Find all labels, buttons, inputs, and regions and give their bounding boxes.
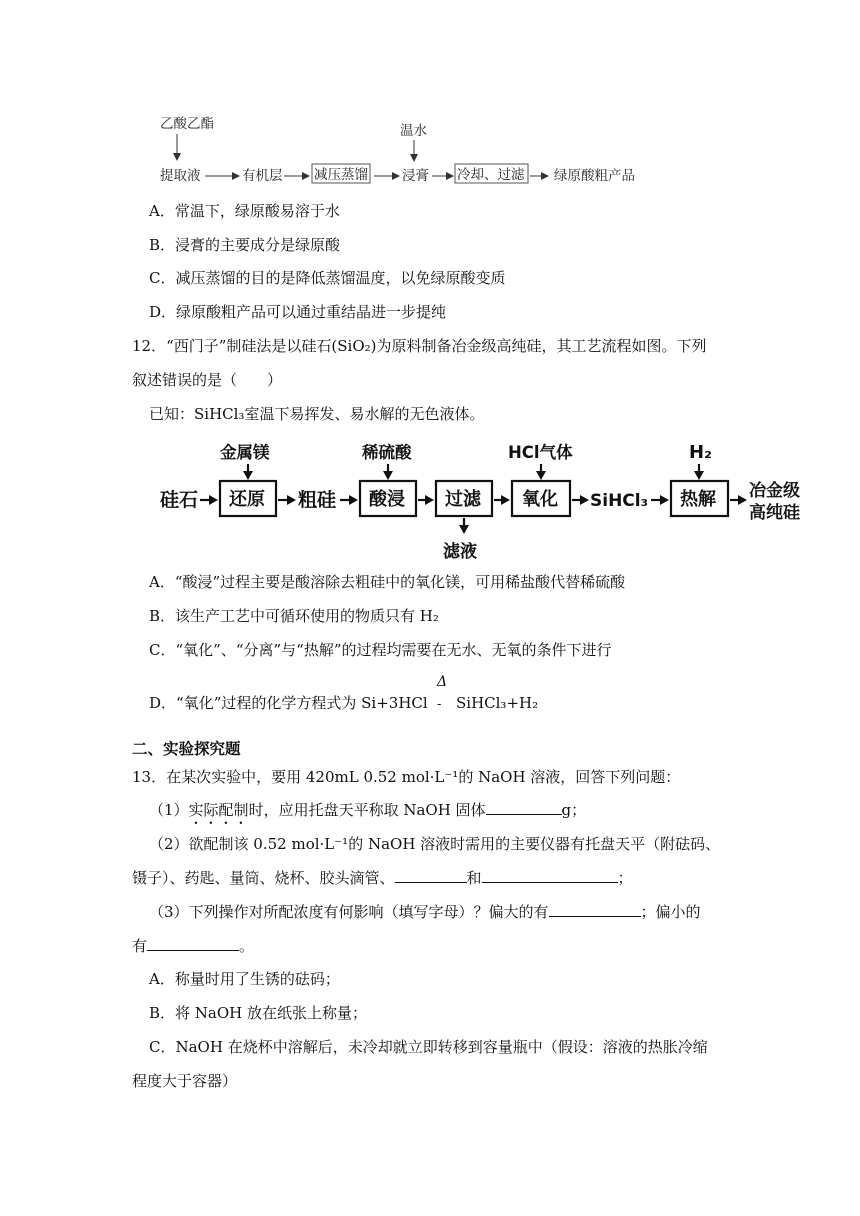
- flow-step-extractum: 浸膏: [402, 168, 429, 184]
- unit-text: g；: [561, 801, 587, 819]
- part-text: （3）下列操作对所配浓度有何影响（填写字母）？偏大的有: [149, 903, 549, 921]
- option-text: 绿原酸粗产品可以通过重结晶进一步提纯: [176, 303, 447, 321]
- flow-box-oxidize: 氧化: [522, 489, 558, 510]
- q12-known: 已知：SiHCl₃室温下易挥发、易水解的无色液体。: [149, 405, 485, 423]
- flow-end-high-purity-si: 高纯硅: [749, 503, 800, 523]
- flow-step-cool-filter: 冷却、过滤: [457, 167, 525, 183]
- q13-part2-line1: （2）欲配制该 0.52 mol·L⁻¹的 NaOH 溶液时需用的主要仪器有托盘天平（附砝码、: [149, 835, 721, 853]
- q11-option-d: [149, 302, 446, 322]
- option-text: 该生产工艺中可循环使用的物质只有 H₂: [175, 607, 439, 625]
- q13-stem: 13．在某次实验中，要用 420mL 0.52 mol·L⁻¹的 NaOH 溶液，回答下列问题：: [132, 768, 681, 786]
- option-text: 减压蒸馏的目的是降低蒸馏温度，以免绿原酸变质: [175, 269, 506, 287]
- q12-stem-line1: 12．“西门子”制硅法是以硅石(SiO₂)为原料制备冶金级高纯硅，其工艺流程如图。下列: [132, 337, 707, 355]
- reagent-warm-water: 温水: [400, 123, 427, 139]
- flow-box-reduce: 还原: [229, 489, 265, 510]
- conjunction-text: 和: [466, 869, 482, 887]
- extraction-flowchart: [0, 110, 860, 190]
- q13-option-c: [149, 1037, 708, 1057]
- reagent-magnesium: 金属镁: [220, 443, 270, 462]
- flow-crude-silicon: 粗硅: [298, 489, 337, 511]
- q13-option-a: [149, 969, 340, 989]
- q12-option-b: [149, 606, 439, 626]
- option-text: “氧化”、“分离”与“热解”的过程均需要在无水、无氧的条件下进行: [175, 641, 612, 659]
- flow-filtrate: 滤液: [443, 542, 477, 561]
- q13-part3-line2: [132, 936, 254, 956]
- part-text: 时，应用托盘天平称取 NaOH 固体: [248, 801, 486, 819]
- option-text: 称量时用了生锈的砝码；: [174, 970, 340, 988]
- reagent-ethyl-acetate: 乙酸乙酯: [160, 116, 214, 132]
- answer-blank-lower[interactable]: [147, 936, 239, 951]
- flow-box-pyrolysis: 热解: [680, 489, 716, 510]
- part-text: 有: [132, 937, 148, 955]
- q11-option-a: [149, 201, 340, 221]
- q12-stem-line2: 叙述错误的是（ ）: [132, 371, 283, 389]
- part-number: （1）: [149, 801, 189, 819]
- q11-option-c: [149, 268, 506, 288]
- reagent-dilute-h2so4: 稀硫酸: [362, 443, 412, 462]
- q13-part2-line2: [132, 868, 633, 888]
- option-letter: B．: [149, 236, 176, 254]
- reagent-hcl-gas: HCl气体: [508, 443, 573, 462]
- q12-option-d: [149, 693, 428, 713]
- q12-option-a: [149, 572, 625, 592]
- silicon-process-flowchart: [0, 436, 860, 561]
- option-text: 程度大于容器）: [132, 1072, 238, 1090]
- option-letter: A．: [149, 202, 175, 220]
- reagent-h2: H₂: [689, 442, 712, 463]
- part-text: ；偏小的: [640, 903, 701, 921]
- option-text: “酸浸”过程主要是酸溶除去粗硅中的氧化镁，可用稀盐酸代替稀硫酸: [174, 573, 626, 591]
- option-letter: B．: [149, 1004, 176, 1022]
- q13-option-c-cont: [132, 1071, 237, 1091]
- flow-step-organic-layer: 有机层: [242, 168, 283, 184]
- option-letter: D．: [149, 694, 177, 712]
- q13-part1: [149, 800, 586, 828]
- punctuation: 。: [239, 937, 255, 955]
- equation-sign: -: [437, 697, 442, 712]
- option-text: 将 NaOH 放在纸张上称量；: [175, 1004, 368, 1022]
- answer-blank-instrument-1[interactable]: [395, 868, 467, 883]
- flow-start-silica: 硅石: [160, 489, 199, 511]
- answer-blank-mass[interactable]: [486, 800, 562, 815]
- reaction-condition-delta: Δ: [437, 674, 448, 690]
- equation-right: SiHCl₃+H₂: [456, 694, 539, 712]
- option-letter: C．: [149, 269, 176, 287]
- option-letter: B．: [149, 607, 176, 625]
- flow-end-metallurgical: 冶金级: [749, 481, 800, 501]
- flow-step-crude-product: 绿原酸粗产品: [554, 168, 635, 184]
- section-title: 二、实验探究题: [132, 740, 241, 758]
- answer-blank-instrument-2[interactable]: [482, 868, 618, 883]
- q13-part3-line1: [149, 902, 701, 922]
- flow-step-vacuum-distill: 减压蒸馏: [314, 167, 368, 183]
- q13-option-b: [149, 1003, 367, 1023]
- option-text: 常温下，绿原酸易溶于水: [174, 202, 340, 220]
- option-text: NaOH 在烧杯中溶解后，未冷却就立即转移到容量瓶中（假设：溶液的热胀冷缩: [175, 1038, 708, 1056]
- option-letter: D．: [149, 303, 177, 321]
- equation-left: “氧化”过程的化学方程式为 Si+3HCl: [176, 694, 428, 712]
- flow-sihcl3: SiHCl₃: [590, 491, 649, 511]
- flow-step-extract: 提取液: [160, 168, 201, 184]
- flow-box-acid-leach: 酸浸: [369, 489, 405, 510]
- flow-box-filter: 过滤: [445, 489, 481, 510]
- q11-option-b: [149, 235, 340, 255]
- emphasized-text: 实际配制: [188, 801, 249, 819]
- option-letter: A．: [149, 970, 175, 988]
- option-letter: C．: [149, 1038, 176, 1056]
- answer-blank-higher[interactable]: [549, 902, 641, 917]
- option-letter: C．: [149, 641, 176, 659]
- punctuation: ；: [617, 869, 633, 887]
- q12-option-c: [149, 640, 612, 660]
- option-text: 浸膏的主要成分是绿原酸: [175, 236, 341, 254]
- option-letter: A．: [149, 573, 175, 591]
- part-text: 镊子）、药匙、量筒、烧杯、胶头滴管、: [132, 869, 395, 887]
